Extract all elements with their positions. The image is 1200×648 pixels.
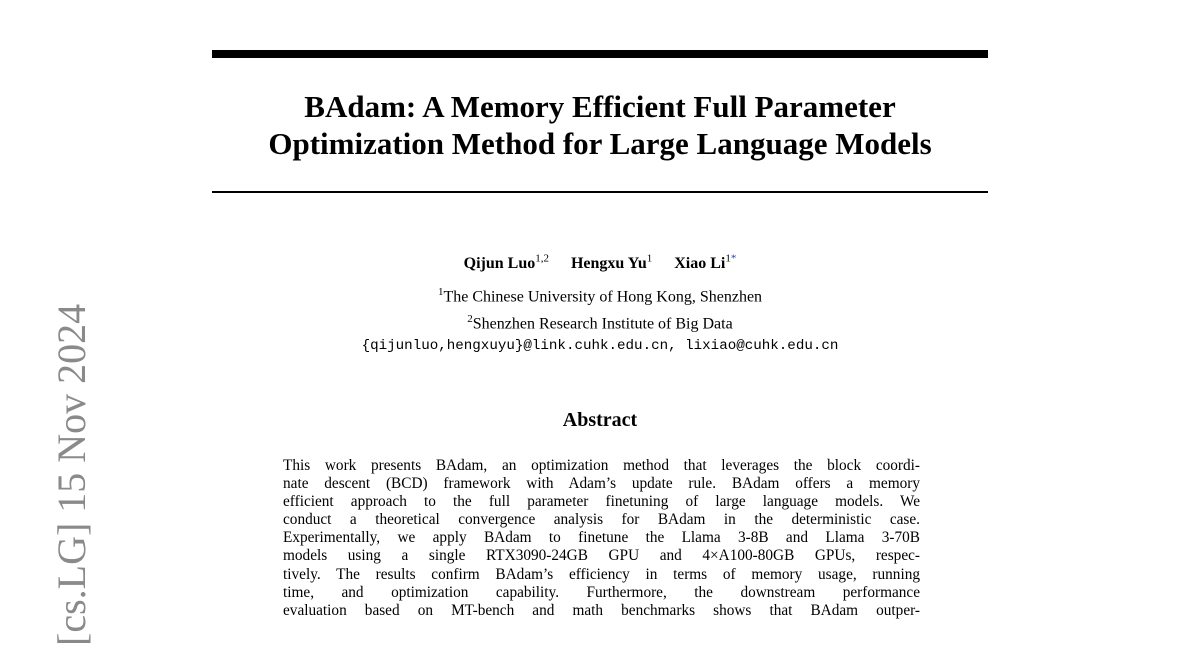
abstract-line: conduct a theoretical convergence analysis for BAdam in the deterministic case. xyxy=(283,511,920,529)
abstract-line: time, and optimization capability. Furthermore, the downstream performance xyxy=(283,583,920,601)
abstract-body xyxy=(283,457,920,620)
author-name: Hengxu Yu xyxy=(570,255,647,273)
author-name: Qijun Luo xyxy=(463,255,536,273)
title-bottom-rule xyxy=(212,191,988,193)
paper-title xyxy=(212,88,988,162)
abstract-line: efficient approach to the full parameter finetuning of large language models. We xyxy=(283,493,920,511)
corresponding-author-mark[interactable]: * xyxy=(730,253,737,265)
author-affil-sup: 1,2 xyxy=(535,253,549,265)
affiliation-sup: 1 xyxy=(437,286,444,298)
abstract-line: models using a single RTX3090-24GB GPU and 4×A100-80GB GPUs, respec- xyxy=(283,547,920,565)
title-line-2: Optimization Method for Large Language Models xyxy=(268,126,932,161)
affiliation-text: Shenzhen Research Institute of Big Data xyxy=(472,315,733,333)
author-xiao-li xyxy=(674,255,736,272)
abstract-line: tively. The results confirm BAdam’s efficiency in terms of memory usage, running xyxy=(283,565,920,583)
author-qijun-luo xyxy=(464,255,549,272)
author-affil-sup: 1* xyxy=(725,253,737,265)
abstract-line: nate descent (BCD) framework with Adam’s update rule. BAdam offers a memory xyxy=(283,475,920,493)
abstract-heading: Abstract xyxy=(562,409,638,431)
affiliation-text: The Chinese University of Hong Kong, Shenzhen xyxy=(443,288,763,306)
author-list xyxy=(212,248,988,275)
affiliation-2 xyxy=(212,308,988,335)
author-name: Xiao Li xyxy=(674,255,726,273)
title-top-rule xyxy=(212,50,988,58)
abstract-line: Experimentally, we apply BAdam to finetune the Llama 3-8B and Llama 3-70B xyxy=(283,529,920,547)
abstract-line: evaluation based on MT-bench and math benchmarks shows that BAdam outper- xyxy=(283,601,920,619)
affiliation-sup: 2 xyxy=(467,313,473,325)
author-affil-sup: 1 xyxy=(646,253,653,265)
affiliation-1 xyxy=(212,281,988,308)
author-hengxu-yu xyxy=(571,255,652,272)
author-emails: {qijunluo,hengxuyu}@link.cuhk.edu.cn, lixiao@cuhk.edu.cn xyxy=(361,338,839,354)
arxiv-stamp-text: [cs.LG] 15 Nov 2024 xyxy=(49,303,94,646)
abstract-line: This work presents BAdam, an optimization method that leverages the block coordi- xyxy=(283,457,920,474)
title-line-1: BAdam: A Memory Efficient Full Parameter xyxy=(304,89,896,124)
